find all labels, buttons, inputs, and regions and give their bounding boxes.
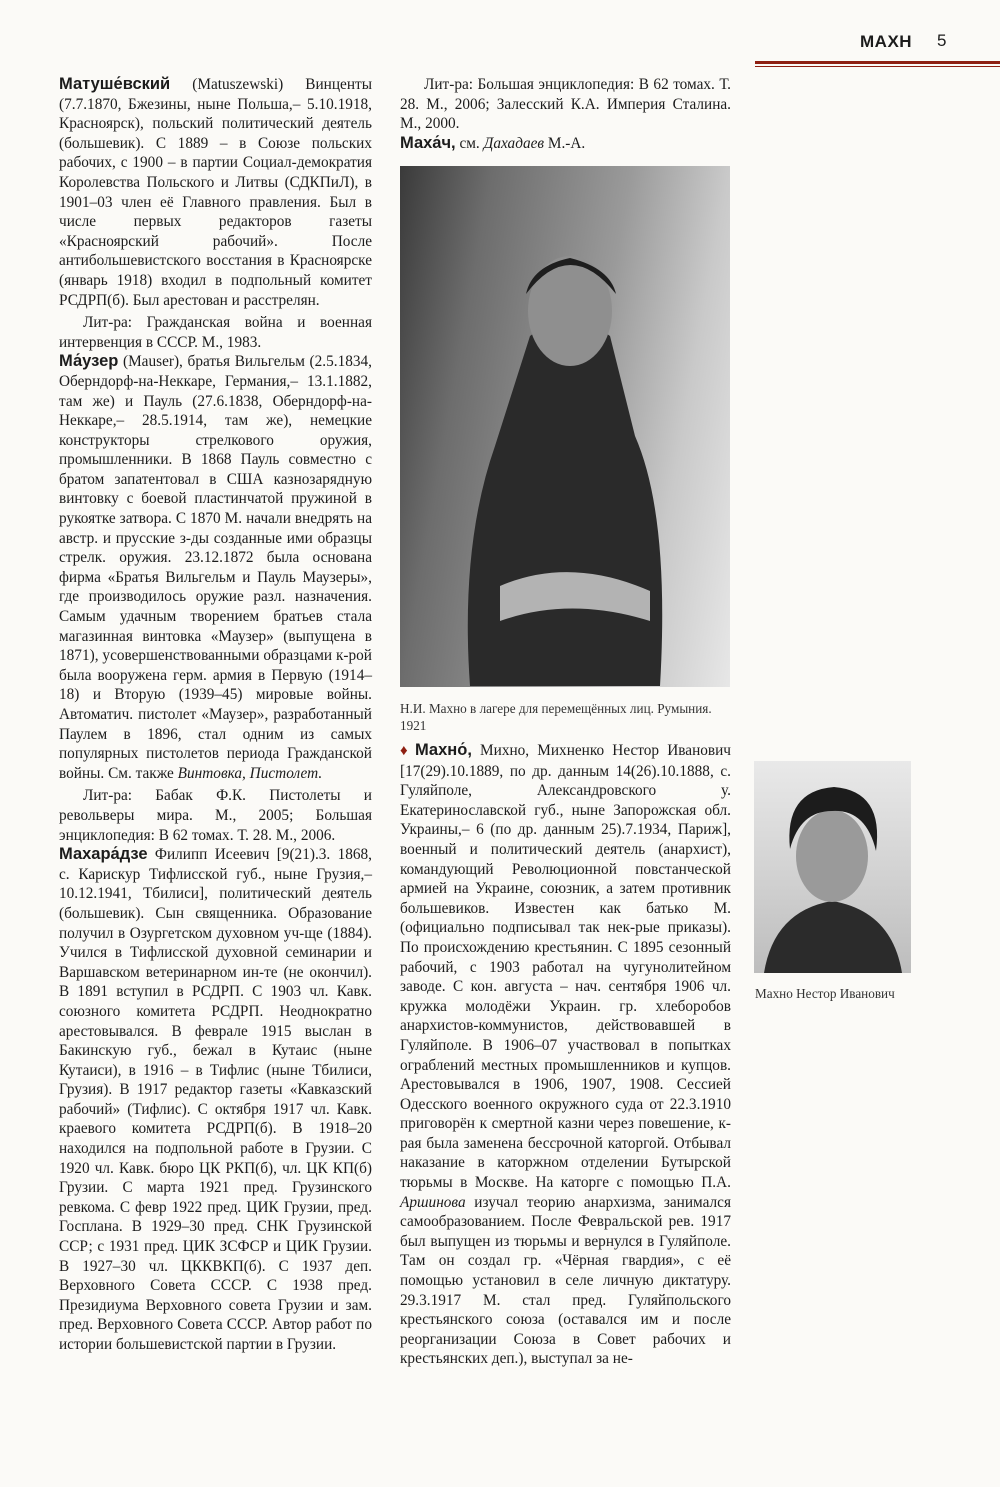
literature: Лит-ра: Большая энциклопедия: В 62 томах. Т. 28. М., 2006; Залесский К.А. Империя Сталина. М., 2000. <box>400 76 731 133</box>
seated-man-figure <box>460 216 680 686</box>
portrait-caption: Махно Нестор Иванович <box>755 986 895 1001</box>
entry-mauser <box>59 352 372 783</box>
makhno-portrait-photo <box>754 761 911 973</box>
entry-makharadze <box>59 845 372 1354</box>
running-head: МАХН <box>860 32 913 51</box>
entry-body-tail: М.-А. <box>544 134 586 152</box>
headword: Махно́, <box>414 741 472 759</box>
camp-photo-caption: Н.И. Махно в лагере для перемещённых лиц. Румыния. 1921 <box>400 701 712 733</box>
left-column <box>59 75 372 1355</box>
entry-body: (Matuszewski) Винценты (7.7.1870, Бжезины, ныне Польша,– 5.10.1918, Красноярск), польский политический деятель (большевик). С 1889 – в Союзе польских рабочих, с 1900 – в партии Социал-демократия Королевства Польского и Литвы (СДКПиЛ), в 1901–03 член её Главного правления. Был в числе первых редакторов газеты «Красноярский рабочий». После антибольшевистского восстания в Красноярске (январь 1918) входил в подпольный комитет РСДРП(б). Был арестован и расстрелян. <box>59 76 372 309</box>
entry-body: Филипп Исеевич [9(21).3. 1868, с. Карискур Тифлисской губ., ныне Грузия,– 10.12.1941, Тбилиси], политический деятель (большевик). Сын священника. Образование получил в Озургетском духовном уч-ще (1884). Учился в Тифлисской духовной семинарии и Варшавском ветеринарном ин-те (не окончил). В 1891 вступил в РСДРП. С 1903 чл. Кавк. союзного комитета РСДРП. Неоднократно арестовывался. В феврале 1915 выслан в Бакинскую губ., бежал в Кутаис (ныне Кутаиси), в 1916 – в Тифлис (ныне Тбилиси, Грузия). В 1917 редактор газеты «Кавказский рабочий» (Тифлис). С октября 1917 чл. Кавк. краевого комитета РСДРП(б). В 1918–20 находился на подпольной работе в Грузии. С 1920 чл. Кавк. бюро ЦК РКП(б), чл. ЦК КП(б) Грузии. С марта 1921 пред. Грузинского ревкома. С февр 1922 пред. ЦИК Грузии, пред. Госплана. В 1929–30 пред. СНК Грузинской ССР; с 1931 пред. ЦИК ЗСФСР и ЦИК Грузии. В 1927–30 чл. ЦККВКП(б). С 1937 деп. Верховного Совета СССР. С 1938 пред. Президиума Верховного совета Грузии и зам. пред. Верховного Совета СССР. Автор работ по истории большевистской партии в Грузии. <box>59 846 372 1353</box>
literature: Лит-ра: Гражданская война и военная интервенция в СССР. М., 1983. <box>59 314 372 351</box>
headword: Махара́дзе <box>59 845 148 864</box>
headword: Ма́узер <box>59 352 119 371</box>
portrait-figure <box>754 761 911 973</box>
cross-reference: Аршинова <box>400 1193 466 1211</box>
makhno-camp-photo <box>400 166 730 687</box>
entry-body: Михно, Михненко Нестор Иванович [17(29).10.1889, по др. данным 14(26).10.1888, с. Гуляйполе, Александровского у. Екатеринославской губ., ныне Запорожская обл. Украины,– 6 (по др. данным 25).7.1934, Париж], военный и политический деятель (анархист), командующий Революционной повстанческой армией на Украине, союзник, а затем противник большевиков. Известен как батько М. (официально подписывал так нек-рые приказы). По происхождению крестьянин. С 1895 сезонный рабочий, с 1903 работал на чугунолитейном заводе. С кон. августа – нач. сентября 1906 чл. кружка молодёжи Украин. гр. хлеборобов анархистов-коммунистов, действовавшей в Гуляйполе. В 1906–07 участвовал в попытках ограблений местных промышленников и купцов. Арестовывался в 1906, 1907, 1908. Сессией Одесского военного окружного суда от 22.3.1910 приговорён к смертной казни через повешение, к-рая была заменена бессрочной каторгой. Отбывал наказание в каторжном отделении Бутырской тюрьмы в Москве. На каторге с помощью П.А. <box>400 742 732 1192</box>
entry-makhach <box>400 134 731 154</box>
entry-body: (Mauser), братья Вильгельм (2.5.1834, Оберндорф-на-Неккаре, Германия,– 13.1.1882, там же) и Пауль (27.6.1838, Оберндорф-на-Неккаре,– 28.5.1914, там же), немецкие конструкторы стрелкового оружия, промышленники. В 1868 Пауль совместно с братом запатентовал в США казнозарядную винтовку с боевой пластинчатой пружиной в рукоятке затвора. С 1870 М. начали внедрять на австр. и прусские з-ды созданные ими образцы стрелк. оружия. 23.12.1872 была основана фирма «Братья Вильгельм и Пауль Маузеры», где производилось оружие разл. назначения. Самым удачным творением братьев стала магазинная винтовка «Маузер» (выпущена в 1871), усовершенствованными образцами к-рой была вооружена герм. армия в Первую (1914–18) и Вторую (1939–45) мировые войны. Автоматич. пистолет «Маузер», разработанный Паулем в 1896, стал одним из самых популярных пистолетов периода Гражданской войны. См. также <box>59 353 372 782</box>
header-rule <box>755 61 1000 64</box>
entry-matuszewski <box>59 75 372 310</box>
cross-reference: Винтовка, Пистолет. <box>177 764 323 782</box>
headword: Маха́ч, <box>400 133 456 152</box>
diamond-marker-icon: ♦ <box>400 743 412 759</box>
entry-body: см. <box>455 134 484 152</box>
entry-makhno <box>400 741 731 1369</box>
middle-column <box>400 75 731 153</box>
entry-body-tail: изучал теорию анархизма, занимался самообразованием. После Февральской рев. 1917 был выпущен из тюрьмы и вернулся в Гуляйполе. Там он создал гр. «Чёрная гвардия», с её помощью установил в селе личную диктатуру. 29.3.1917 М. стал пред. Гуляйпольского крестьянского союза (оставался им и после реорганизации Союза в Совет рабочих и крестьянских деп.), выступал за не- <box>400 1193 731 1368</box>
headword: Матуше́вский <box>59 75 171 93</box>
page-number: 5 <box>937 31 947 50</box>
literature: Лит-ра: Бабак Ф.К. Пистолеты и револьверы мира. М., 2005; Большая энциклопедия: В 62 томах. Т. 28. М., 2006. <box>59 787 372 844</box>
middle-column-lower <box>400 741 731 1369</box>
header-rule-thin <box>755 66 1000 67</box>
cross-reference: Дахадаев <box>483 134 545 152</box>
